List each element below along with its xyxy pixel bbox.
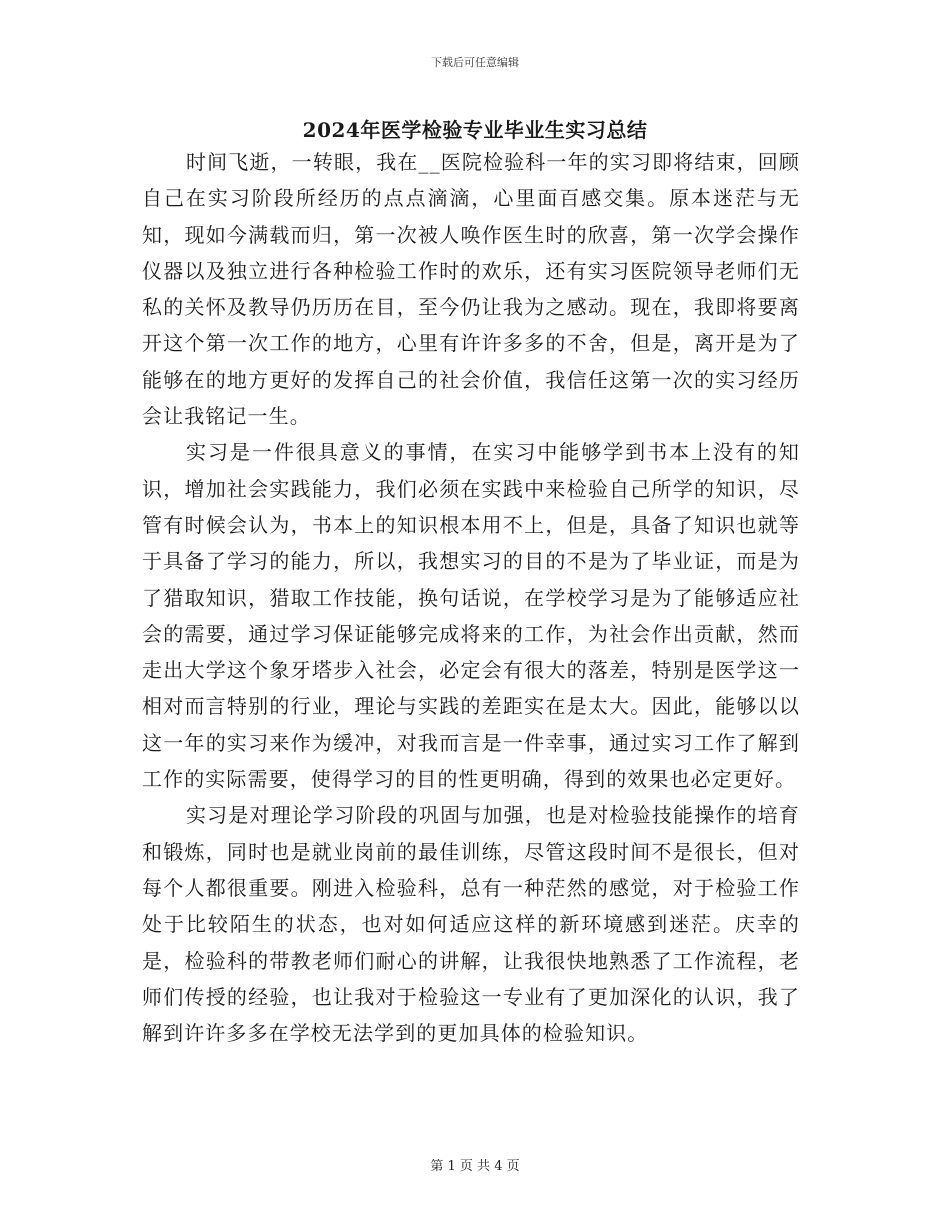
page-number-footer: 第 1 页 共 4 页 bbox=[430, 1159, 520, 1174]
document-body bbox=[142, 144, 800, 1051]
body-paragraph-3: 实习是对理论学习阶段的巩固与加强，也是对检验技能操作的培育和锻炼，同时也是就业岗前的最佳训练，尽管这段时间不是很长，但对每个人都很重要。刚进入检验科，总有一种茫然的感觉，对于检验工作处于比较陌生的状态，也对如何适应这样的新环境感到迷茫。庆幸的是，检验科的带教老师们耐心的讲解，让我很快地熟悉了工作流程，老师们传授的经验，也让我对于检验这一专业有了更加深化的认识，我了解到许许多多在学校无法学到的更加具体的检验知识。 bbox=[142, 803, 800, 1046]
body-paragraph-2: 实习是一件很具意义的事情，在实习中能够学到书本上没有的知识，增加社会实践能力，我们必须在实践中来检验自己所学的知识，尽管有时候会认为，书本上的知识根本用不上，但是，具备了知识也就等于具备了学习的能力，所以，我想实习的目的不是为了毕业证，而是为了猎取知识，猎取工作技能，换句话说，在学校学习是为了能够适应社会的需要，通过学习保证能够完成将来的工作，为社会作出贡献，然而走出大学这个象牙塔步入社会，必定会有很大的落差，特别是医学这一相对而言特别的行业，理论与实践的差距实在是太大。因此，能够以以这一年的实习来作为缓冲，对我而言是一件幸事，通过实习工作了解到工作的实际需要，使得学习的目的性更明确，得到的效果也必定更好。 bbox=[142, 440, 800, 792]
page-header-note: 下载后可任意编辑 bbox=[431, 56, 519, 69]
body-paragraph-1: 时间飞逝，一转眼，我在__医院检验科一年的实习即将结束，回顾自己在实习阶段所经历的点点滴滴，心里面百感交集。原本迷茫与无知，现如今满载而归，第一次被人唤作医生时的欣喜，第一次学会操作仪器以及独立进行各种检验工作时的欢乐，还有实习医院领导老师们无私的关怀及教导仍历历在目，至今仍让我为之感动。现在，我即将要离开这个第一次工作的地方，心里有许许多多的不舍，但是，离开是为了能够在的地方更好的发挥自己的社会价值，我信任这第一次的实习经历会让我铭记一生。 bbox=[142, 150, 800, 429]
document-title: 2024年医学检验专业毕业生实习总结 bbox=[302, 118, 648, 142]
